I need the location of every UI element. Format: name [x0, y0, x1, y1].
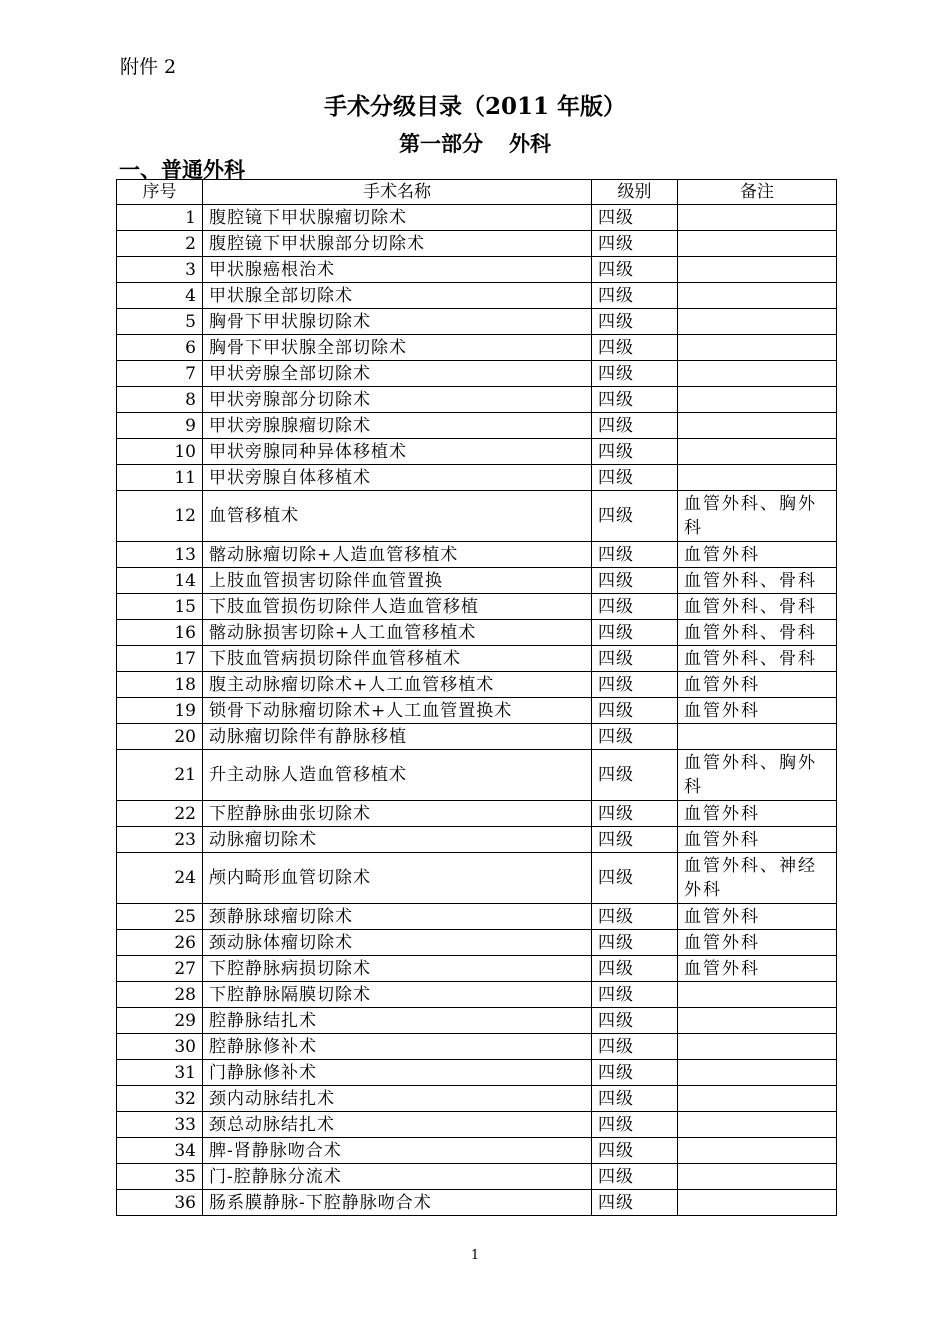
- cell-no: 28: [117, 982, 203, 1008]
- cell-name: 甲状腺癌根治术: [203, 257, 592, 283]
- cell-no: 31: [117, 1060, 203, 1086]
- cell-no: 8: [117, 387, 203, 413]
- cell-note: [678, 1060, 837, 1086]
- cell-no: 25: [117, 904, 203, 930]
- cell-no: 2: [117, 231, 203, 257]
- cell-no: 19: [117, 698, 203, 724]
- cell-name: 髂动脉损害切除+人工血管移植术: [203, 620, 592, 646]
- cell-name: 肠系膜静脉-下腔静脉吻合术: [203, 1190, 592, 1216]
- cell-level: 四级: [592, 724, 678, 750]
- table-row: [117, 491, 837, 542]
- cell-note: [678, 413, 837, 439]
- cell-no: 12: [117, 491, 203, 542]
- cell-no: 13: [117, 542, 203, 568]
- cell-no: 33: [117, 1112, 203, 1138]
- column-header-note: 备注: [678, 180, 837, 205]
- table-row: [117, 801, 837, 827]
- table-row: [117, 853, 837, 904]
- cell-name: 下肢血管病损切除伴血管移植术: [203, 646, 592, 672]
- cell-note: [678, 335, 837, 361]
- cell-no: 1: [117, 205, 203, 231]
- cell-note: 血管外科: [678, 930, 837, 956]
- cell-name: 胸骨下甲状腺切除术: [203, 309, 592, 335]
- cell-note: [678, 465, 837, 491]
- table-row: [117, 335, 837, 361]
- cell-level: 四级: [592, 439, 678, 465]
- cell-level: 四级: [592, 1112, 678, 1138]
- cell-no: 10: [117, 439, 203, 465]
- cell-note: 血管外科: [678, 956, 837, 982]
- cell-note: [678, 1112, 837, 1138]
- table-row: [117, 413, 837, 439]
- cell-note: [678, 361, 837, 387]
- cell-level: 四级: [592, 231, 678, 257]
- cell-note: 血管外科、骨科: [678, 594, 837, 620]
- cell-level: 四级: [592, 465, 678, 491]
- cell-no: 15: [117, 594, 203, 620]
- cell-no: 22: [117, 801, 203, 827]
- cell-note: 血管外科、骨科: [678, 620, 837, 646]
- cell-name: 下腔静脉曲张切除术: [203, 801, 592, 827]
- attachment-label: 附件 2: [120, 56, 177, 78]
- cell-no: 23: [117, 827, 203, 853]
- cell-note: [678, 1008, 837, 1034]
- table-body: [117, 205, 837, 1216]
- cell-no: 21: [117, 750, 203, 801]
- cell-level: 四级: [592, 1190, 678, 1216]
- cell-note: [678, 724, 837, 750]
- cell-level: 四级: [592, 309, 678, 335]
- cell-no: 20: [117, 724, 203, 750]
- part-name: 外科: [509, 131, 551, 156]
- table-row: [117, 542, 837, 568]
- cell-level: 四级: [592, 1086, 678, 1112]
- table-row: [117, 672, 837, 698]
- cell-level: 四级: [592, 801, 678, 827]
- cell-no: 5: [117, 309, 203, 335]
- cell-no: 29: [117, 1008, 203, 1034]
- cell-name: 颅内畸形血管切除术: [203, 853, 592, 904]
- cell-name: 上肢血管损害切除伴血管置换: [203, 568, 592, 594]
- table-row: [117, 1034, 837, 1060]
- cell-level: 四级: [592, 620, 678, 646]
- cell-name: 下肢血管损伤切除伴人造血管移植: [203, 594, 592, 620]
- table-row: [117, 1138, 837, 1164]
- cell-level: 四级: [592, 413, 678, 439]
- table-row: [117, 1190, 837, 1216]
- cell-level: 四级: [592, 1138, 678, 1164]
- table-row: [117, 309, 837, 335]
- cell-no: 7: [117, 361, 203, 387]
- cell-level: 四级: [592, 646, 678, 672]
- cell-level: 四级: [592, 672, 678, 698]
- cell-note: 血管外科、骨科: [678, 568, 837, 594]
- cell-level: 四级: [592, 568, 678, 594]
- table-row: [117, 1112, 837, 1138]
- table-row: [117, 904, 837, 930]
- surgery-table: [116, 179, 837, 1216]
- cell-name: 锁骨下动脉瘤切除术+人工血管置换术: [203, 698, 592, 724]
- cell-level: 四级: [592, 930, 678, 956]
- table-row: [117, 361, 837, 387]
- cell-name: 颈总动脉结扎术: [203, 1112, 592, 1138]
- table-row: [117, 568, 837, 594]
- cell-note: 血管外科: [678, 698, 837, 724]
- cell-level: 四级: [592, 698, 678, 724]
- cell-note: 血管外科、神经外科: [678, 853, 837, 904]
- cell-note: 血管外科、胸外科: [678, 750, 837, 801]
- cell-level: 四级: [592, 956, 678, 982]
- table-row: [117, 1008, 837, 1034]
- cell-no: 9: [117, 413, 203, 439]
- table-row: [117, 1086, 837, 1112]
- table-row: [117, 956, 837, 982]
- cell-name: 腔静脉结扎术: [203, 1008, 592, 1034]
- cell-note: 血管外科: [678, 672, 837, 698]
- cell-level: 四级: [592, 387, 678, 413]
- cell-name: 门-腔静脉分流术: [203, 1164, 592, 1190]
- table-row: [117, 257, 837, 283]
- table-row: [117, 750, 837, 801]
- cell-name: 甲状旁腺全部切除术: [203, 361, 592, 387]
- cell-note: [678, 1138, 837, 1164]
- cell-note: 血管外科: [678, 827, 837, 853]
- cell-no: 18: [117, 672, 203, 698]
- table-row: [117, 439, 837, 465]
- cell-note: [678, 283, 837, 309]
- cell-level: 四级: [592, 1164, 678, 1190]
- cell-name: 动脉瘤切除术: [203, 827, 592, 853]
- cell-note: [678, 387, 837, 413]
- cell-level: 四级: [592, 853, 678, 904]
- cell-level: 四级: [592, 283, 678, 309]
- page-number: 1: [470, 1248, 480, 1263]
- table-row: [117, 620, 837, 646]
- column-header-name: 手术名称: [203, 180, 592, 205]
- cell-name: 腹主动脉瘤切除术+人工血管移植术: [203, 672, 592, 698]
- cell-level: 四级: [592, 1008, 678, 1034]
- cell-name: 动脉瘤切除伴有静脉移植: [203, 724, 592, 750]
- table-row: [117, 827, 837, 853]
- cell-name: 腔静脉修补术: [203, 1034, 592, 1060]
- table-row: [117, 646, 837, 672]
- cell-note: [678, 439, 837, 465]
- cell-name: 腹腔镜下甲状腺瘤切除术: [203, 205, 592, 231]
- cell-name: 甲状旁腺同种异体移植术: [203, 439, 592, 465]
- table-row: [117, 231, 837, 257]
- cell-name: 颈静脉球瘤切除术: [203, 904, 592, 930]
- cell-name: 胸骨下甲状腺全部切除术: [203, 335, 592, 361]
- cell-level: 四级: [592, 257, 678, 283]
- cell-no: 30: [117, 1034, 203, 1060]
- cell-level: 四级: [592, 335, 678, 361]
- part-number: 第一部分: [399, 131, 483, 156]
- cell-level: 四级: [592, 904, 678, 930]
- table-row: [117, 698, 837, 724]
- cell-note: 血管外科: [678, 542, 837, 568]
- column-header-level: 级别: [592, 180, 678, 205]
- cell-name: 升主动脉人造血管移植术: [203, 750, 592, 801]
- table-row: [117, 205, 837, 231]
- cell-name: 脾-肾静脉吻合术: [203, 1138, 592, 1164]
- cell-note: [678, 982, 837, 1008]
- cell-name: 甲状腺全部切除术: [203, 283, 592, 309]
- cell-note: [678, 1190, 837, 1216]
- cell-name: 颈内动脉结扎术: [203, 1086, 592, 1112]
- cell-no: 3: [117, 257, 203, 283]
- table-row: [117, 283, 837, 309]
- cell-name: 门静脉修补术: [203, 1060, 592, 1086]
- table-row: [117, 1164, 837, 1190]
- cell-name: 下腔静脉病损切除术: [203, 956, 592, 982]
- cell-no: 16: [117, 620, 203, 646]
- cell-note: [678, 309, 837, 335]
- column-header-no: 序号: [117, 180, 203, 205]
- cell-note: 血管外科、胸外科: [678, 491, 837, 542]
- cell-no: 35: [117, 1164, 203, 1190]
- table-row: [117, 930, 837, 956]
- cell-no: 26: [117, 930, 203, 956]
- cell-name: 甲状旁腺部分切除术: [203, 387, 592, 413]
- table-header-row: [117, 180, 837, 205]
- cell-no: 11: [117, 465, 203, 491]
- cell-note: [678, 231, 837, 257]
- document-title: 手术分级目录（2011 年版）: [323, 93, 627, 120]
- cell-note: [678, 1164, 837, 1190]
- cell-no: 32: [117, 1086, 203, 1112]
- table-row: [117, 1060, 837, 1086]
- cell-no: 34: [117, 1138, 203, 1164]
- cell-note: 血管外科: [678, 904, 837, 930]
- cell-no: 27: [117, 956, 203, 982]
- cell-level: 四级: [592, 1060, 678, 1086]
- cell-note: [678, 257, 837, 283]
- cell-level: 四级: [592, 491, 678, 542]
- cell-level: 四级: [592, 982, 678, 1008]
- cell-no: 17: [117, 646, 203, 672]
- table-row: [117, 465, 837, 491]
- table-row: [117, 594, 837, 620]
- cell-no: 14: [117, 568, 203, 594]
- cell-level: 四级: [592, 750, 678, 801]
- cell-name: 血管移植术: [203, 491, 592, 542]
- section-heading: 一、普通外科: [119, 157, 245, 182]
- cell-no: 6: [117, 335, 203, 361]
- cell-no: 4: [117, 283, 203, 309]
- cell-no: 24: [117, 853, 203, 904]
- cell-name: 甲状旁腺腺瘤切除术: [203, 413, 592, 439]
- cell-note: [678, 1034, 837, 1060]
- cell-name: 腹腔镜下甲状腺部分切除术: [203, 231, 592, 257]
- cell-no: 36: [117, 1190, 203, 1216]
- cell-note: [678, 1086, 837, 1112]
- cell-note: 血管外科、骨科: [678, 646, 837, 672]
- cell-level: 四级: [592, 361, 678, 387]
- cell-level: 四级: [592, 1034, 678, 1060]
- cell-level: 四级: [592, 205, 678, 231]
- cell-note: [678, 205, 837, 231]
- cell-note: 血管外科: [678, 801, 837, 827]
- cell-level: 四级: [592, 542, 678, 568]
- cell-name: 颈动脉体瘤切除术: [203, 930, 592, 956]
- cell-name: 下腔静脉隔膜切除术: [203, 982, 592, 1008]
- cell-name: 甲状旁腺自体移植术: [203, 465, 592, 491]
- cell-level: 四级: [592, 827, 678, 853]
- table-row: [117, 982, 837, 1008]
- table-row: [117, 387, 837, 413]
- cell-level: 四级: [592, 594, 678, 620]
- table-row: [117, 724, 837, 750]
- cell-name: 髂动脉瘤切除+人造血管移植术: [203, 542, 592, 568]
